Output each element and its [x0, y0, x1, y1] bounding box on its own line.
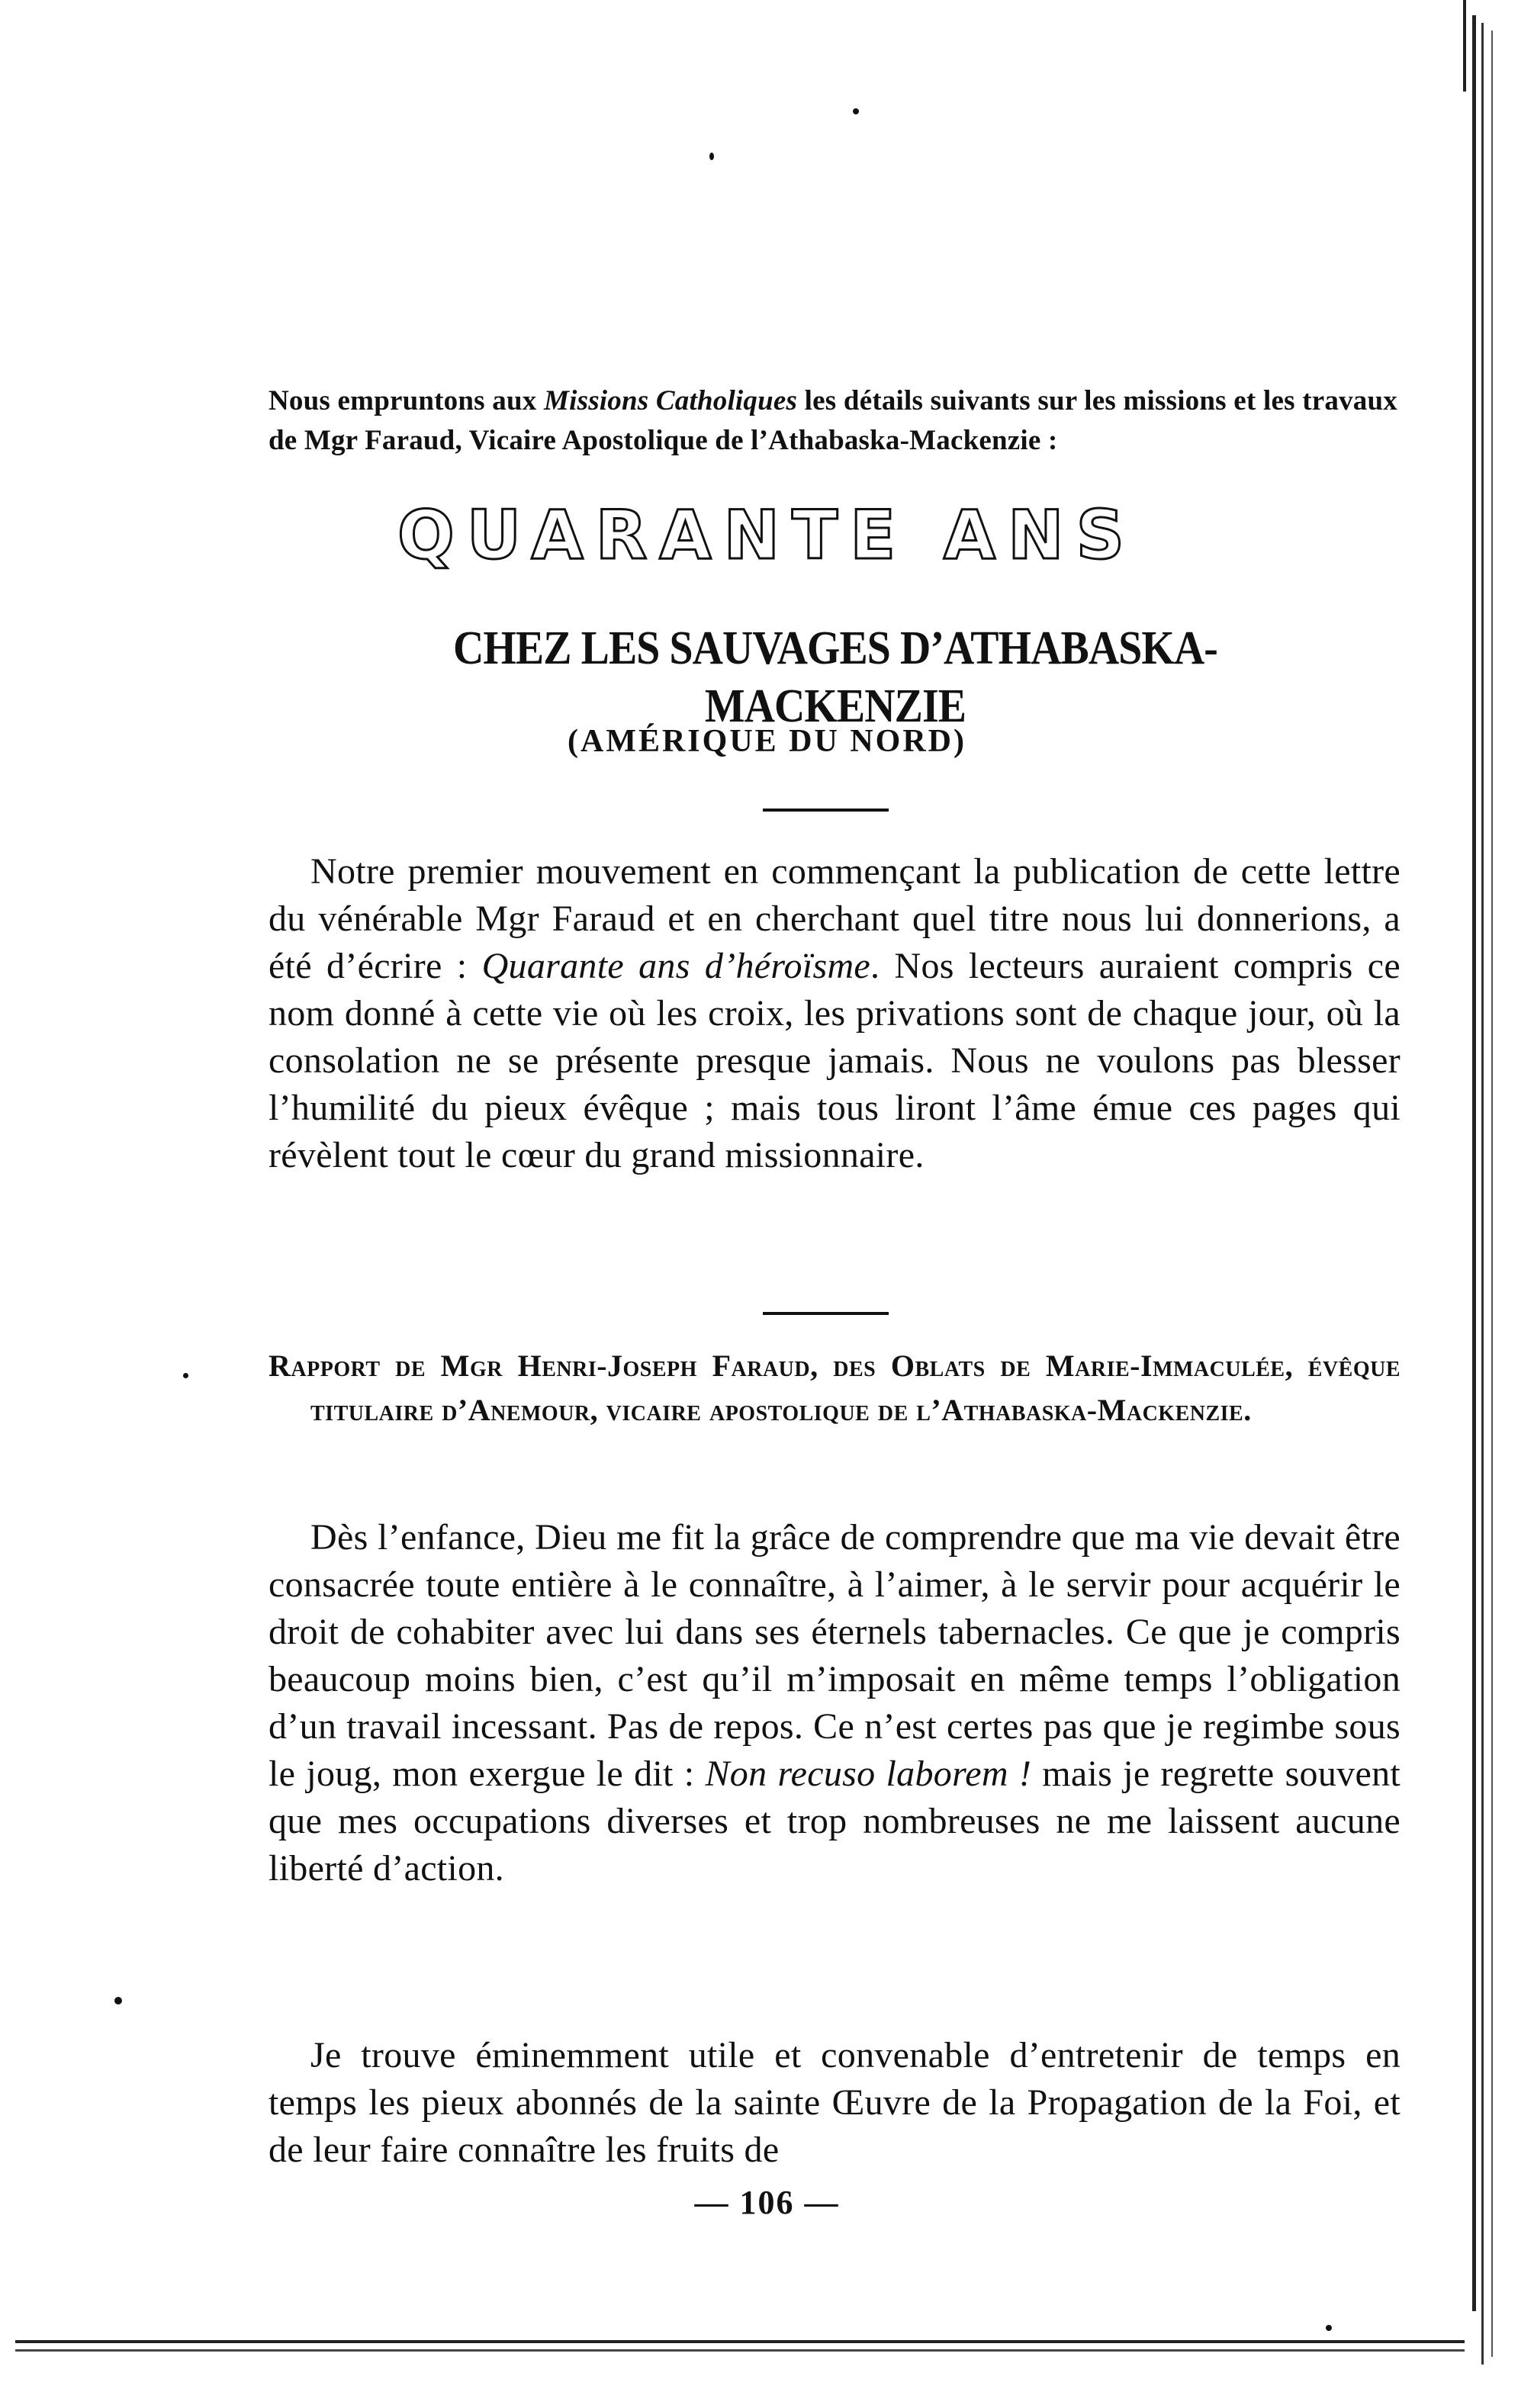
paragraph-text: Notre premier mouvement en commençant la publication de cette lettre du vénérable Mgr Faraud et en cherchant quel titre nous lui donnerions, a été d’écrire :: [269, 851, 1401, 986]
page-bottom-edge: [15, 2340, 1465, 2343]
page-edge-line: [1472, 15, 1476, 2311]
ink-speck: [183, 1373, 188, 1378]
divider: [763, 1312, 889, 1315]
page-edge-line: [1491, 31, 1493, 2357]
intro-text: les détails suivants sur les missions et les travaux de Mgr Faraud, Vicaire Apostolique de l’Athabaska-Mackenzie :: [269, 385, 1397, 456]
motto-text: Non recuso laborem !: [705, 1754, 1032, 1794]
divider: [763, 809, 889, 812]
report-heading: [269, 1344, 1401, 1432]
page-edge-line: [1463, 0, 1466, 92]
ink-speck: [853, 108, 859, 114]
subtitle: CHEZ LES SAUVAGES D’ATHABASKA-MACKENZIE: [453, 622, 1217, 732]
page-bottom-edge: [15, 2349, 1465, 2352]
letter-paragraph: Je trouve éminemment utile et convenable d’entretenir de temps en temps les pieux abonnés de la sainte Œuvre de la Propagation de la Foi, et de leur faire connaître les fruits de: [269, 2035, 1401, 2170]
report-heading-text: Rapport de Mgr Henri-Joseph Faraud, des Oblats de Marie-Immaculée, évêque titulaire d’Anemour, vicaire apostolique de l’Athabaska-Mackenzie.: [269, 1349, 1401, 1427]
intro-text: Nous empruntons aux: [269, 385, 545, 416]
ink-speck: [114, 1997, 122, 2005]
ink-speck: [1326, 2325, 1332, 2331]
ink-speck: [709, 153, 714, 160]
letter-paragraph: [269, 1514, 1401, 1892]
region-label: (AMÉRIQUE DU NORD): [568, 724, 966, 759]
intro-paragraph: [269, 381, 1397, 461]
paragraph-text: Dès l’enfance, Dieu me fit la grâce de comprendre que ma vie devait être consacrée toute entière à le connaître, à l’aimer, à le servir pour acquérir le droit de cohabiter avec lui dans ses éternels tabernacles. Ce que je compris beaucoup moins bien, c’est qu’il m’imposait en même temps l’obligation d’un travail incessant. Pas de repos. Ce n’est certes pas que je regimbe sous le joug, mon exergue le dit :: [269, 1517, 1401, 1794]
page-edge-line: [1481, 23, 1484, 2365]
page-number: — 106 —: [694, 2184, 840, 2221]
italic-phrase: Quarante ans d’héroïsme: [481, 946, 871, 986]
editor-paragraph: [269, 848, 1401, 1179]
paragraph-text: mais je regrette souvent que mes occupations diverses et trop nombreuses ne me laissent aucune liberté d’action.: [269, 1754, 1401, 1889]
source-title: Missions Catholiques: [544, 385, 798, 416]
paragraph-text: . Nos lecteurs auraient compris ce nom donné à cette vie où les croix, les privations sont de chaque jour, où la consolation ne se présente presque jamais. Nous ne voulons pas blesser l’humilité du pieux évêque ; mais tous liront l’âme émue ces pages qui révèlent tout le cœur du grand missionnaire.: [269, 946, 1401, 1175]
main-title: QUARANTE ANS: [397, 496, 1137, 574]
